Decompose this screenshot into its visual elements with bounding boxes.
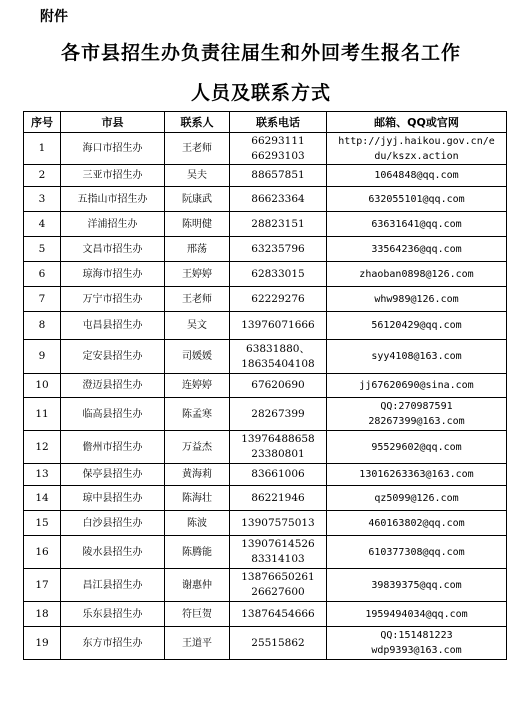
table-row xyxy=(24,398,507,431)
cell-mail xyxy=(327,627,507,660)
cell-no: 4 xyxy=(24,212,61,237)
cell-phone xyxy=(230,374,327,398)
header-mail: 邮箱、QQ或官网 xyxy=(327,112,507,133)
cell-phone-line: 28823151 xyxy=(251,217,305,230)
cell-mail-line: jj67620690@sina.com xyxy=(359,380,474,391)
table-row xyxy=(24,511,507,536)
cell-phone-line: 26627600 xyxy=(251,586,305,598)
cell-person: 陈明健 xyxy=(165,212,230,237)
cell-no: 7 xyxy=(24,287,61,312)
cell-phone-line: 13976071666 xyxy=(241,319,315,331)
table-row xyxy=(24,374,507,398)
cell-phone xyxy=(230,627,327,660)
cell-city: 乐东县招生办 xyxy=(61,602,165,627)
cell-phone-line: 66293103 xyxy=(251,149,305,162)
cell-phone xyxy=(230,262,327,287)
cell-phone-line: 23380801 xyxy=(251,448,305,460)
cell-city: 东方市招生办 xyxy=(61,627,165,660)
cell-phone-line: 67620690 xyxy=(251,379,305,391)
cell-mail-line: zhaoban0898@126.com xyxy=(359,268,474,280)
cell-city: 澄迈县招生办 xyxy=(61,374,165,398)
cell-no: 18 xyxy=(24,602,61,627)
cell-mail-line: 56120429@qq.com xyxy=(371,320,462,331)
table-header-row xyxy=(24,112,507,133)
cell-city: 白沙县招生办 xyxy=(61,511,165,536)
cell-phone-line: 18635404108 xyxy=(241,357,315,370)
cell-city: 五指山市招生办 xyxy=(61,187,165,212)
cell-no: 15 xyxy=(24,511,61,536)
table-body xyxy=(24,133,507,660)
cell-mail-line: QQ:270987591 xyxy=(380,401,453,412)
cell-city: 琼海市招生办 xyxy=(61,262,165,287)
header-phone: 联系电话 xyxy=(230,112,327,133)
cell-phone-line: 28267399 xyxy=(251,407,305,420)
cell-mail xyxy=(327,464,507,486)
cell-mail xyxy=(327,486,507,511)
cell-phone xyxy=(230,187,327,212)
cell-person: 阮康武 xyxy=(165,187,230,212)
cell-phone-line: 13876650261 xyxy=(241,571,315,583)
cell-phone xyxy=(230,464,327,486)
table-row xyxy=(24,627,507,660)
cell-mail-line: du/kszx.action xyxy=(374,150,459,162)
cell-phone-line: 66293111 xyxy=(251,134,305,147)
table-row xyxy=(24,569,507,602)
cell-person: 符巨贺 xyxy=(165,602,230,627)
cell-city: 洋浦招生办 xyxy=(61,212,165,237)
cell-city: 琼中县招生办 xyxy=(61,486,165,511)
cell-person: 黄海莉 xyxy=(165,464,230,486)
cell-mail-line: 460163802@qq.com xyxy=(368,517,465,529)
cell-phone-line: 62229276 xyxy=(251,292,305,305)
cell-person: 邢荡 xyxy=(165,237,230,262)
cell-phone xyxy=(230,398,327,431)
contact-table xyxy=(23,111,507,660)
cell-phone xyxy=(230,212,327,237)
cell-mail-line: wdp9393@163.com xyxy=(371,645,462,656)
cell-phone-line: 83314103 xyxy=(251,553,305,565)
cell-no: 8 xyxy=(24,312,61,340)
cell-mail xyxy=(327,133,507,165)
cell-phone xyxy=(230,602,327,627)
cell-city: 临高县招生办 xyxy=(61,398,165,431)
cell-mail-line: whw989@126.com xyxy=(374,293,459,305)
cell-mail-line: 63631641@qq.com xyxy=(371,218,462,230)
header-city: 市县 xyxy=(61,112,165,133)
cell-phone-line: 88657851 xyxy=(251,169,305,181)
cell-city: 儋州市招生办 xyxy=(61,431,165,464)
cell-city: 保亭县招生办 xyxy=(61,464,165,486)
cell-mail-line: 1064848@qq.com xyxy=(374,170,459,181)
attachment-label: 附件 xyxy=(40,9,68,25)
cell-mail-line: http://jyj.haikou.gov.cn/e xyxy=(338,135,495,147)
table-row xyxy=(24,312,507,340)
cell-phone-line: 13876454666 xyxy=(241,607,315,620)
document-title-line2: 人员及联系方式 xyxy=(190,82,331,104)
cell-mail xyxy=(327,398,507,431)
cell-mail xyxy=(327,511,507,536)
cell-person: 王老师 xyxy=(165,133,230,165)
cell-city: 定安县招生办 xyxy=(61,340,165,374)
cell-mail-line: QQ:151481223 xyxy=(380,630,453,641)
cell-person: 吴文 xyxy=(165,312,230,340)
cell-mail-line: 39839375@qq.com xyxy=(371,579,462,591)
table-row xyxy=(24,431,507,464)
table-row xyxy=(24,133,507,165)
table-row xyxy=(24,287,507,312)
cell-no: 10 xyxy=(24,374,61,398)
cell-person: 王婷婷 xyxy=(165,262,230,287)
cell-phone xyxy=(230,340,327,374)
cell-mail xyxy=(327,374,507,398)
cell-city: 海口市招生办 xyxy=(61,133,165,165)
cell-person: 司媛媛 xyxy=(165,340,230,374)
cell-person: 陈腾能 xyxy=(165,536,230,569)
cell-person: 陈海壮 xyxy=(165,486,230,511)
cell-mail xyxy=(327,536,507,569)
cell-mail-line: 13016263363@163.com xyxy=(359,469,474,480)
cell-no: 5 xyxy=(24,237,61,262)
table-row xyxy=(24,165,507,187)
cell-mail xyxy=(327,312,507,340)
cell-phone xyxy=(230,486,327,511)
table-row xyxy=(24,536,507,569)
cell-mail xyxy=(327,187,507,212)
cell-no: 13 xyxy=(24,464,61,486)
cell-phone-line: 13976488658 xyxy=(241,433,315,445)
cell-person: 王道平 xyxy=(165,627,230,660)
cell-person: 吴夫 xyxy=(165,165,230,187)
cell-mail-line: 1959494034@qq.com xyxy=(365,608,468,620)
cell-no: 16 xyxy=(24,536,61,569)
cell-no: 9 xyxy=(24,340,61,374)
cell-mail-line: qz5099@126.com xyxy=(374,492,459,504)
cell-mail xyxy=(327,165,507,187)
cell-mail-line: 28267399@163.com xyxy=(368,416,465,427)
cell-mail xyxy=(327,237,507,262)
cell-no: 19 xyxy=(24,627,61,660)
cell-mail xyxy=(327,212,507,237)
cell-phone xyxy=(230,569,327,602)
cell-phone-line: 13907614526 xyxy=(241,538,315,550)
cell-mail-line: 610377308@qq.com xyxy=(368,546,465,558)
cell-phone-line: 83661006 xyxy=(251,468,305,480)
cell-mail-line: 33564236@qq.com xyxy=(371,243,462,255)
cell-person: 万益杰 xyxy=(165,431,230,464)
cell-phone xyxy=(230,287,327,312)
cell-person: 陈波 xyxy=(165,511,230,536)
cell-person: 陈孟寒 xyxy=(165,398,230,431)
cell-no: 12 xyxy=(24,431,61,464)
cell-person: 谢惠仲 xyxy=(165,569,230,602)
cell-mail-line: 632055101@qq.com xyxy=(368,193,465,205)
cell-mail xyxy=(327,431,507,464)
cell-mail xyxy=(327,602,507,627)
cell-person: 连婷婷 xyxy=(165,374,230,398)
cell-phone xyxy=(230,511,327,536)
cell-mail xyxy=(327,287,507,312)
cell-city: 屯昌县招生办 xyxy=(61,312,165,340)
table-row xyxy=(24,237,507,262)
cell-phone-line: 86623364 xyxy=(251,192,305,205)
cell-no: 2 xyxy=(24,165,61,187)
table-row xyxy=(24,602,507,627)
cell-no: 1 xyxy=(24,133,61,165)
cell-city: 文昌市招生办 xyxy=(61,237,165,262)
table-row xyxy=(24,212,507,237)
cell-no: 6 xyxy=(24,262,61,287)
table-row xyxy=(24,340,507,374)
table-row xyxy=(24,464,507,486)
cell-phone-line: 25515862 xyxy=(251,636,305,649)
cell-phone xyxy=(230,536,327,569)
cell-city: 陵水县招生办 xyxy=(61,536,165,569)
cell-phone-line: 63831880、 xyxy=(246,342,310,355)
cell-mail xyxy=(327,569,507,602)
cell-no: 3 xyxy=(24,187,61,212)
cell-person: 王老师 xyxy=(165,287,230,312)
cell-phone-line: 13907575013 xyxy=(241,516,315,529)
table-row xyxy=(24,262,507,287)
cell-phone-line: 62833015 xyxy=(251,267,305,280)
cell-mail xyxy=(327,262,507,287)
cell-city: 三亚市招生办 xyxy=(61,165,165,187)
document-title-line1: 各市县招生办负责往届生和外回考生报名工作 xyxy=(60,42,461,64)
cell-mail-line: syy4108@163.com xyxy=(371,351,462,362)
header-person: 联系人 xyxy=(165,112,230,133)
cell-phone xyxy=(230,312,327,340)
table-row xyxy=(24,187,507,212)
cell-city: 昌江县招生办 xyxy=(61,569,165,602)
cell-no: 14 xyxy=(24,486,61,511)
cell-no: 11 xyxy=(24,398,61,431)
cell-phone xyxy=(230,133,327,165)
cell-phone xyxy=(230,431,327,464)
cell-phone xyxy=(230,237,327,262)
table-row xyxy=(24,486,507,511)
header-no: 序号 xyxy=(24,112,61,133)
cell-city: 万宁市招生办 xyxy=(61,287,165,312)
cell-phone-line: 86221946 xyxy=(251,491,305,504)
cell-mail-line: 95529602@qq.com xyxy=(371,441,462,453)
cell-phone xyxy=(230,165,327,187)
cell-no: 17 xyxy=(24,569,61,602)
cell-phone-line: 63235796 xyxy=(251,242,305,255)
cell-mail xyxy=(327,340,507,374)
